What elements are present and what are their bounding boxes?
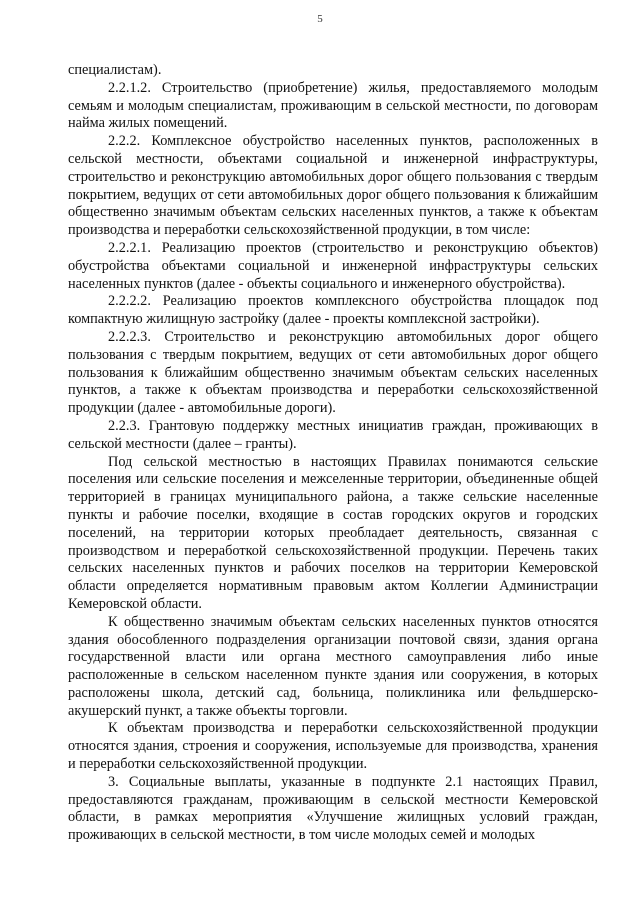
document-body — [68, 62, 598, 845]
paragraph-2-2-1-2: 2.2.1.2. Строительство (приобретение) жилья, предоставляемого молодым семьям и молодым специалистам, проживающим в сельской местности, по договорам найма жилых помещений. — [68, 79, 598, 132]
paragraph-continuation: специалистам). — [68, 62, 162, 78]
paragraph-2-2-2: 2.2.2. Комплексное обустройство населенных пунктов, расположенных в сельской местности, объектами социальной и инженерной инфраструктуры, строительство и реконструкцию автомобильных дорог общего пользования с твердым покрытием, ведущих от сети автомобильных дорог общего пользования к ближайшим общественно значимым объектам сельских населенных пунктов, а также к объектам производства и переработки сельскохозяйственной продукции, в том числе: — [68, 133, 598, 239]
paragraph-2-2-2-1: 2.2.2.1. Реализацию проектов (строительство и реконструкцию объектов) обустройства объектами социальной и инженерной инфраструктуры сельских населенных пунктов (далее - объекты социального и инженерного обустройства). — [68, 239, 598, 292]
paragraph-3-social-payments: 3. Социальные выплаты, указанные в подпункте 2.1 настоящих Правил, предоставляются гражданам, проживающим в сельской местности Кемеровской области, в рамках мероприятия «Улучшение жилищных условий граждан, проживающих в сельской местности, в том числе молодых семей и молодых — [68, 773, 598, 844]
paragraph-rural-area-definition: Под сельской местностью в настоящих Правилах понимаются сельские поселения или сельские поселения и межселенные территории, объединенные общей территорией в границах муниципального района, а также сельские населенные пункты и рабочие поселки, входящие в состав городских округов и городских поселений, на территории которых преобладает деятельность, связанная с производством и переработкой сельскохозяйственной продукции. Перечень таких сельских населенных пунктов и рабочих поселков на территории Кемеровской области определяется нормативным правовым актом Коллегии Администрации Кемеровской области. — [68, 453, 598, 612]
paragraph-2-2-2-3: 2.2.2.3. Строительство и реконструкцию автомобильных дорог общего пользования с твердым покрытием, ведущих от сети автомобильных дорог общего пользования к ближайшим общественно значимым объектам сельских населенных пунктов, а также к объектам производства и переработки сельскохозяйственной продукции (далее - автомобильные дороги). — [68, 328, 598, 417]
paragraph-production-objects: К объектам производства и переработки сельскохозяйственной продукции относятся здания, строения и сооружения, используемые для производства, хранения и переработки сельскохозяйственной продукции. — [68, 720, 598, 773]
paragraph-public-objects: К общественно значимым объектам сельских населенных пунктов относятся здания обособленного подразделения организации почтовой связи, здания органа государственной власти или органа местного самоуправления либо иные расположенные в сельском населенном пункте здания или сооружения, в которых расположены школа, детский сад, больница, поликлиника или фельдшерско-акушерский пункт, а также объекты торговли. — [68, 613, 598, 719]
paragraph-2-2-3: 2.2.3. Грантовую поддержку местных инициатив граждан, проживающих в сельской местности (далее – гранты). — [68, 417, 598, 452]
page-number: 5 — [317, 13, 323, 25]
paragraph-2-2-2-2: 2.2.2.2. Реализацию проектов комплексного обустройства площадок под компактную жилищную застройку (далее - проекты комплексной застройки). — [68, 293, 598, 328]
